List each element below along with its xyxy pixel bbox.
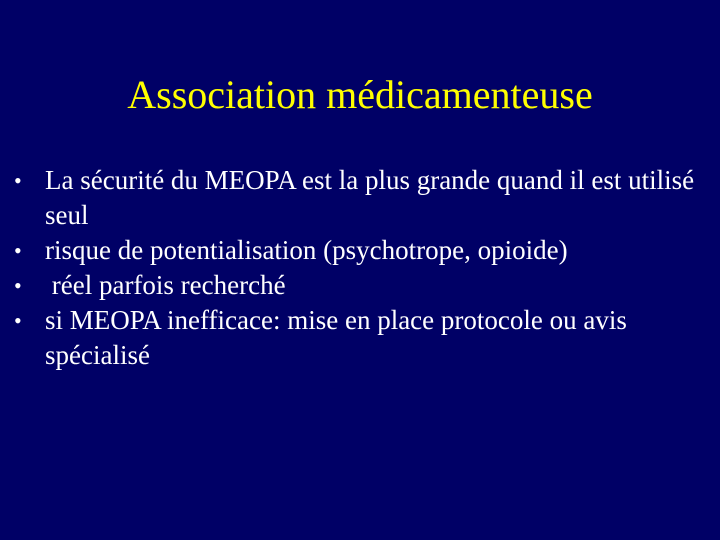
bullet-item [14,268,704,303]
bullet-text: réel parfois recherché [45,270,286,300]
bullet-icon: • [14,238,22,263]
bullet-item [14,163,704,233]
bullet-item [14,303,704,373]
bullet-text: risque de potentialisation (psychotrope, opioide) [45,235,568,265]
slide-title: Association médicamenteuse [127,72,593,117]
bullet-text: si MEOPA inefficace: mise en place protocole ou avis spécialisé [45,305,634,370]
bullet-icon: • [14,308,22,333]
bullet-icon: • [14,273,22,298]
bullet-item [14,233,704,268]
bullet-icon: • [14,168,22,193]
bullet-list [14,163,704,373]
bullet-text: La sécurité du MEOPA est la plus grande quand il est utilisé seul [45,165,701,230]
